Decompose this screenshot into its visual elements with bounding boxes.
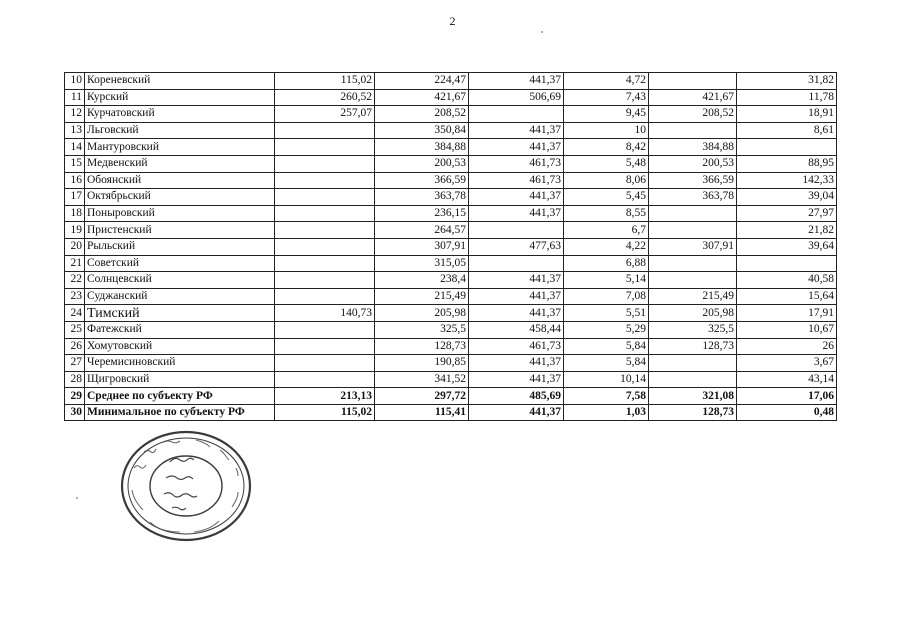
value-cell-5: 363,78: [649, 189, 737, 206]
value-cell-5: 321,08: [649, 388, 737, 405]
district-name-cell: Черемисиновский: [85, 355, 275, 372]
value-cell-5: 128,73: [649, 338, 737, 355]
district-name-cell: Поныровский: [85, 205, 275, 222]
value-cell-4: 6,7: [564, 222, 649, 239]
table-row: [65, 89, 837, 106]
value-cell-3: 458,44: [469, 321, 564, 338]
value-cell-3: 461,73: [469, 338, 564, 355]
value-cell-4: 10,14: [564, 371, 649, 388]
value-cell-4: 1,03: [564, 404, 649, 421]
row-number-cell: 27: [65, 355, 85, 372]
value-cell-1: [275, 222, 375, 239]
table-row: [65, 288, 837, 305]
value-cell-2: 363,78: [375, 189, 469, 206]
value-cell-5: 384,88: [649, 139, 737, 156]
value-cell-6: 39,64: [737, 238, 837, 255]
value-cell-6: 0,48: [737, 404, 837, 421]
row-number-cell: 10: [65, 73, 85, 90]
value-cell-5: 215,49: [649, 288, 737, 305]
value-cell-3: 441,37: [469, 404, 564, 421]
value-cell-2: 215,49: [375, 288, 469, 305]
value-cell-1: [275, 321, 375, 338]
row-number-cell: 22: [65, 272, 85, 289]
district-name-cell: Кореневский: [85, 73, 275, 90]
value-cell-6: 27,97: [737, 205, 837, 222]
data-table: [64, 72, 837, 421]
value-cell-4: 9,45: [564, 106, 649, 123]
row-number-cell: 20: [65, 238, 85, 255]
table-row: [65, 272, 837, 289]
value-cell-6: 21,82: [737, 222, 837, 239]
row-number-cell: 23: [65, 288, 85, 305]
value-cell-6: [737, 139, 837, 156]
value-cell-2: 315,05: [375, 255, 469, 272]
value-cell-4: 5,84: [564, 338, 649, 355]
value-cell-5: [649, 371, 737, 388]
district-name-cell: Фатежский: [85, 321, 275, 338]
value-cell-5: [649, 205, 737, 222]
row-number-cell: 18: [65, 205, 85, 222]
value-cell-6: 43,14: [737, 371, 837, 388]
district-name-cell: Хомутовский: [85, 338, 275, 355]
value-cell-3: 441,37: [469, 73, 564, 90]
value-cell-5: [649, 122, 737, 139]
page-number: 2: [449, 14, 456, 28]
value-cell-4: 8,55: [564, 205, 649, 222]
value-cell-1: [275, 355, 375, 372]
district-name-cell: Курский: [85, 89, 275, 106]
table-row: [65, 189, 837, 206]
table-row: [65, 321, 837, 338]
value-cell-5: [649, 272, 737, 289]
value-cell-3: 485,69: [469, 388, 564, 405]
scan-speck: [76, 497, 78, 499]
table-row: [65, 205, 837, 222]
value-cell-6: 18,91: [737, 106, 837, 123]
table-row: [65, 122, 837, 139]
value-cell-1: [275, 172, 375, 189]
district-name-cell: Суджанский: [85, 288, 275, 305]
row-number-cell: 28: [65, 371, 85, 388]
district-name-cell: Мантуровский: [85, 139, 275, 156]
value-cell-2: 350,84: [375, 122, 469, 139]
value-cell-3: 461,73: [469, 155, 564, 172]
value-cell-2: 236,15: [375, 205, 469, 222]
value-cell-2: 200,53: [375, 155, 469, 172]
value-cell-4: 7,08: [564, 288, 649, 305]
row-number-cell: 16: [65, 172, 85, 189]
table-row: [65, 255, 837, 272]
table-row: [65, 371, 837, 388]
table-row: [65, 139, 837, 156]
value-cell-2: 238,4: [375, 272, 469, 289]
row-number-cell: 24: [65, 305, 85, 322]
district-name-cell: Пристенский: [85, 222, 275, 239]
value-cell-4: 7,43: [564, 89, 649, 106]
value-cell-1: [275, 371, 375, 388]
value-cell-4: 8,06: [564, 172, 649, 189]
district-name-cell: Рыльский: [85, 238, 275, 255]
organization-stamp: [114, 428, 264, 546]
value-cell-4: 5,84: [564, 355, 649, 372]
table-row: [65, 73, 837, 90]
value-cell-2: 224,47: [375, 73, 469, 90]
value-cell-2: 384,88: [375, 139, 469, 156]
value-cell-3: 441,37: [469, 355, 564, 372]
table-row: [65, 106, 837, 123]
district-name-cell: Среднее по субъекту РФ: [85, 388, 275, 405]
district-name-cell: Щигровский: [85, 371, 275, 388]
value-cell-6: 17,91: [737, 305, 837, 322]
row-number-cell: 13: [65, 122, 85, 139]
value-cell-4: 4,22: [564, 238, 649, 255]
value-cell-6: 88,95: [737, 155, 837, 172]
row-number-cell: 21: [65, 255, 85, 272]
value-cell-5: 128,73: [649, 404, 737, 421]
value-cell-3: [469, 106, 564, 123]
value-cell-6: 31,82: [737, 73, 837, 90]
value-cell-1: [275, 288, 375, 305]
row-number-cell: 29: [65, 388, 85, 405]
value-cell-1: [275, 255, 375, 272]
district-name-cell: Советский: [85, 255, 275, 272]
value-cell-5: [649, 355, 737, 372]
district-name-cell: Октябрьский: [85, 189, 275, 206]
district-name-cell: Курчатовский: [85, 106, 275, 123]
value-cell-1: [275, 122, 375, 139]
district-name-cell: Обоянский: [85, 172, 275, 189]
value-cell-5: [649, 255, 737, 272]
value-cell-2: 264,57: [375, 222, 469, 239]
value-cell-1: [275, 189, 375, 206]
value-cell-6: 40,58: [737, 272, 837, 289]
value-cell-4: 10: [564, 122, 649, 139]
value-cell-2: 325,5: [375, 321, 469, 338]
value-cell-5: 307,91: [649, 238, 737, 255]
value-cell-3: 441,37: [469, 288, 564, 305]
value-cell-1: [275, 272, 375, 289]
value-cell-1: 260,52: [275, 89, 375, 106]
table-row: [65, 388, 837, 405]
table-row: [65, 172, 837, 189]
district-name-cell: Тимский: [85, 305, 275, 322]
value-cell-6: 17,06: [737, 388, 837, 405]
value-cell-5: 366,59: [649, 172, 737, 189]
value-cell-2: 366,59: [375, 172, 469, 189]
value-cell-1: [275, 155, 375, 172]
value-cell-2: 128,73: [375, 338, 469, 355]
value-cell-6: 39,04: [737, 189, 837, 206]
value-cell-4: 5,29: [564, 321, 649, 338]
value-cell-6: 8,61: [737, 122, 837, 139]
value-cell-3: 461,73: [469, 172, 564, 189]
value-cell-4: 5,48: [564, 155, 649, 172]
value-cell-3: [469, 255, 564, 272]
value-cell-4: 6,88: [564, 255, 649, 272]
value-cell-3: 441,37: [469, 122, 564, 139]
value-cell-6: 26: [737, 338, 837, 355]
row-number-cell: 30: [65, 404, 85, 421]
value-cell-6: 10,67: [737, 321, 837, 338]
value-cell-1: [275, 338, 375, 355]
value-cell-5: 421,67: [649, 89, 737, 106]
value-cell-3: 441,37: [469, 272, 564, 289]
scan-speck: [541, 31, 543, 33]
value-cell-5: [649, 222, 737, 239]
table-row: [65, 338, 837, 355]
value-cell-4: 5,51: [564, 305, 649, 322]
value-cell-5: 325,5: [649, 321, 737, 338]
table-row: [65, 305, 837, 322]
table-body: [65, 73, 837, 421]
value-cell-1: [275, 238, 375, 255]
value-cell-6: 11,78: [737, 89, 837, 106]
value-cell-2: 297,72: [375, 388, 469, 405]
row-number-cell: 11: [65, 89, 85, 106]
row-number-cell: 12: [65, 106, 85, 123]
value-cell-6: 142,33: [737, 172, 837, 189]
value-cell-3: 477,63: [469, 238, 564, 255]
table-row: [65, 404, 837, 421]
value-cell-2: 115,41: [375, 404, 469, 421]
value-cell-3: 441,37: [469, 205, 564, 222]
value-cell-3: 441,37: [469, 371, 564, 388]
district-name-cell: Минимальное по субъекту РФ: [85, 404, 275, 421]
value-cell-2: 205,98: [375, 305, 469, 322]
value-cell-1: 213,13: [275, 388, 375, 405]
district-name-cell: Солнцевский: [85, 272, 275, 289]
value-cell-6: 3,67: [737, 355, 837, 372]
table-row: [65, 222, 837, 239]
table-row: [65, 355, 837, 372]
value-cell-1: 140,73: [275, 305, 375, 322]
value-cell-5: [649, 73, 737, 90]
value-cell-3: [469, 222, 564, 239]
value-cell-3: 441,37: [469, 189, 564, 206]
value-cell-4: 8,42: [564, 139, 649, 156]
value-cell-3: 441,37: [469, 305, 564, 322]
value-cell-4: 5,14: [564, 272, 649, 289]
value-cell-5: 205,98: [649, 305, 737, 322]
value-cell-3: 506,69: [469, 89, 564, 106]
value-cell-1: 257,07: [275, 106, 375, 123]
value-cell-4: 7,58: [564, 388, 649, 405]
district-name-cell: Льговский: [85, 122, 275, 139]
value-cell-1: 115,02: [275, 73, 375, 90]
value-cell-1: 115,02: [275, 404, 375, 421]
value-cell-1: [275, 205, 375, 222]
value-cell-4: 4,72: [564, 73, 649, 90]
value-cell-2: 190,85: [375, 355, 469, 372]
value-cell-4: 5,45: [564, 189, 649, 206]
table-row: [65, 155, 837, 172]
value-cell-2: 421,67: [375, 89, 469, 106]
value-cell-2: 208,52: [375, 106, 469, 123]
value-cell-2: 307,91: [375, 238, 469, 255]
row-number-cell: 25: [65, 321, 85, 338]
row-number-cell: 26: [65, 338, 85, 355]
table-row: [65, 238, 837, 255]
row-number-cell: 15: [65, 155, 85, 172]
value-cell-5: 200,53: [649, 155, 737, 172]
value-cell-1: [275, 139, 375, 156]
value-cell-3: 441,37: [469, 139, 564, 156]
value-cell-5: 208,52: [649, 106, 737, 123]
row-number-cell: 19: [65, 222, 85, 239]
district-name-cell: Медвенский: [85, 155, 275, 172]
value-cell-2: 341,52: [375, 371, 469, 388]
row-number-cell: 14: [65, 139, 85, 156]
row-number-cell: 17: [65, 189, 85, 206]
value-cell-6: [737, 255, 837, 272]
value-cell-6: 15,64: [737, 288, 837, 305]
